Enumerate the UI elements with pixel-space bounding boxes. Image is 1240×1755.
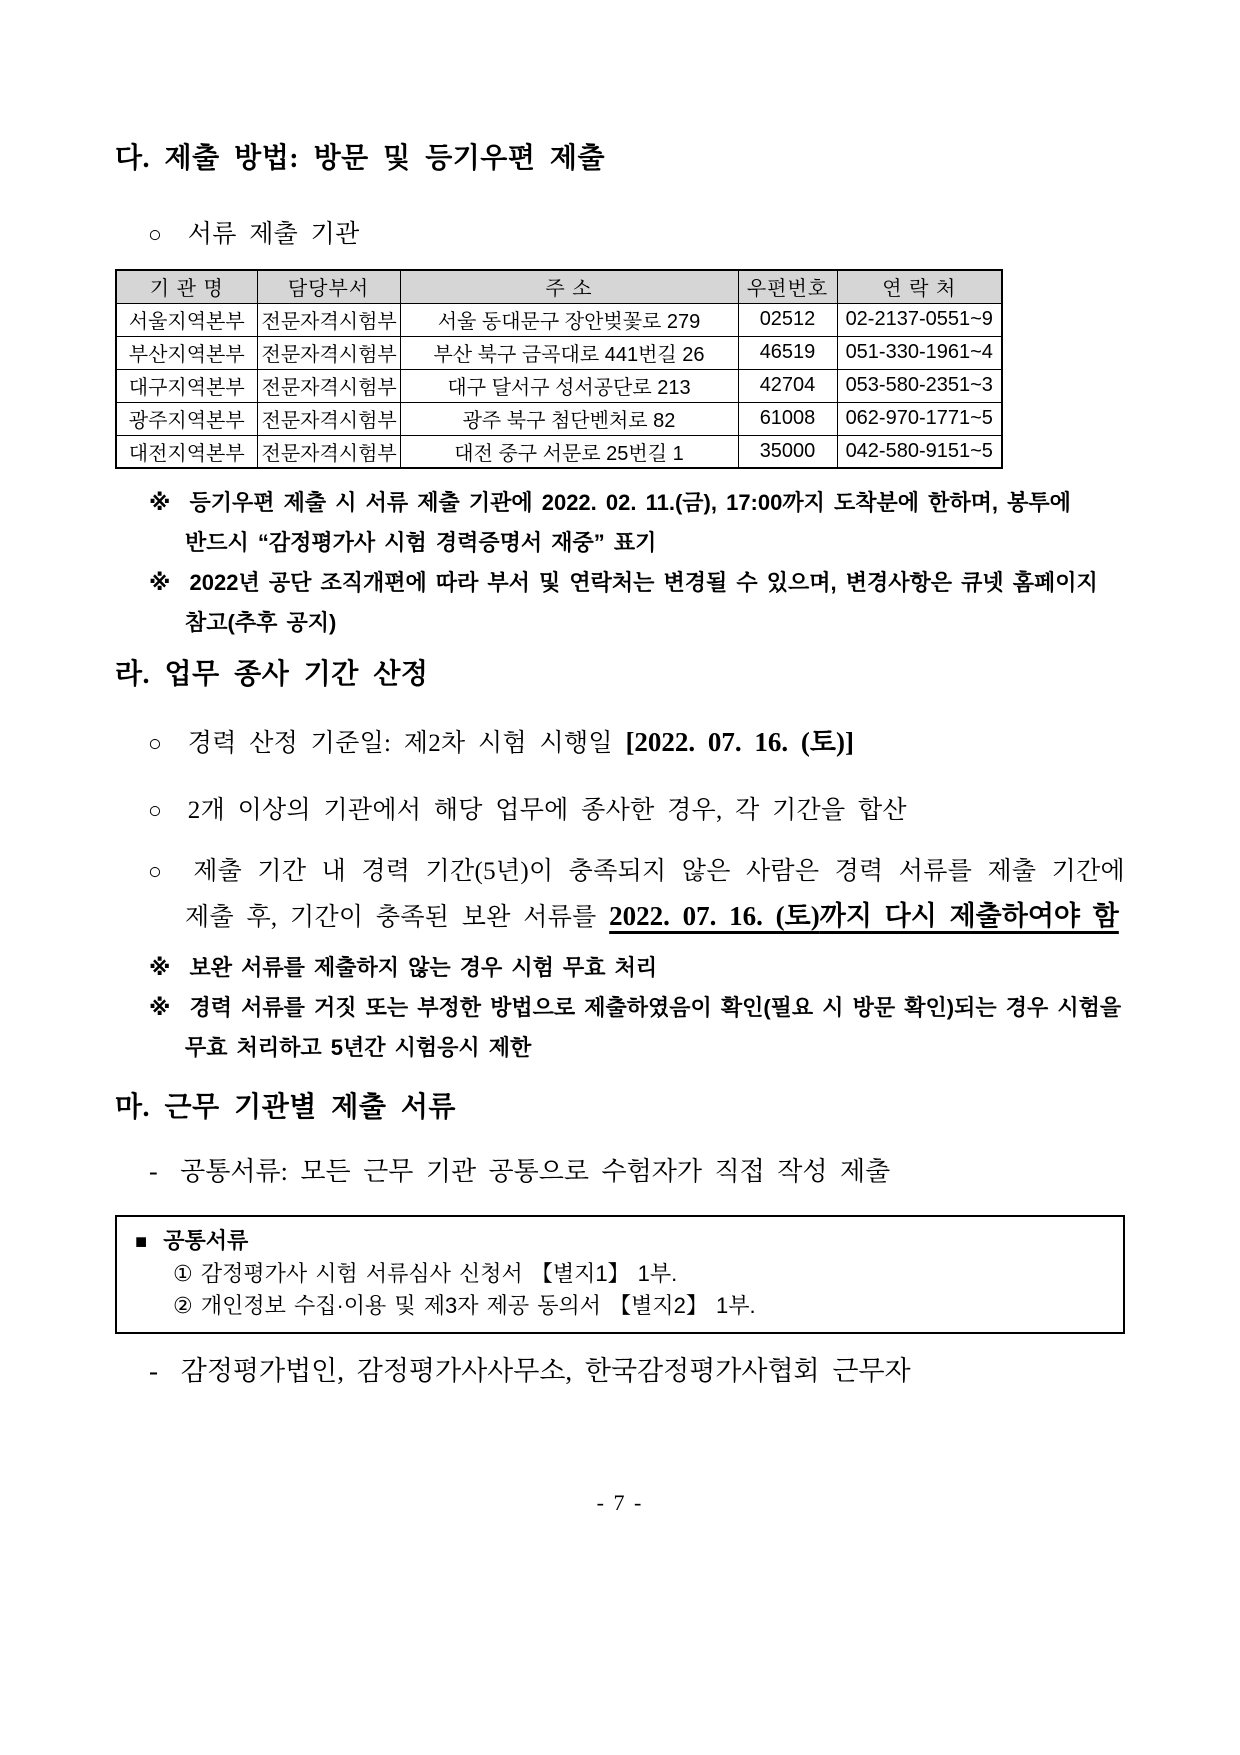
bullet-text: 서류 제출 기관 — [187, 221, 360, 248]
square-bullet-icon: ■ — [135, 1231, 148, 1253]
note-false-documents — [115, 988, 1125, 1068]
ra-item-supplementary-docs — [115, 849, 1125, 940]
table-row — [116, 303, 1002, 336]
section-ma-heading: 마. 근무 기관별 제출 서류 — [115, 1092, 456, 1123]
cell-zip: 42704 — [738, 369, 837, 402]
cell-dept: 전문자격시험부 — [257, 303, 400, 336]
submission-agency-table — [115, 269, 1003, 469]
cell-agency: 서울지역본부 — [116, 303, 257, 336]
cell-zip: 61008 — [738, 402, 837, 435]
ra-item-base-date — [115, 720, 1125, 766]
reference-mark-icon: ※ — [149, 995, 171, 1020]
cell-dept: 전문자격시험부 — [257, 336, 400, 369]
dash-text: 감정평가법인, 감정평가사사무소, 한국감정평가사협회 근무자 — [180, 1356, 911, 1386]
cell-zip: 35000 — [738, 435, 837, 468]
note-reorganization — [115, 563, 1125, 643]
col-header-zip: 우편번호 — [738, 270, 837, 303]
section-ra-notes — [115, 948, 1125, 1068]
note-invalid-exam — [115, 948, 1125, 988]
circle-bullet-icon: ○ — [148, 859, 165, 884]
note-text: 보완 서류를 제출하지 않는 경우 시험 무효 처리 — [189, 955, 658, 980]
col-header-agency: 기 관 명 — [116, 270, 257, 303]
table-row — [116, 336, 1002, 369]
circle-bullet-icon: ○ — [148, 731, 163, 756]
cell-tel: 042-580-9151~5 — [837, 435, 1002, 468]
cell-tel: 062-970-1771~5 — [837, 402, 1002, 435]
section-ra-heading: 라. 업무 종사 기간 산정 — [115, 659, 429, 690]
cell-tel: 02-2137-0551~9 — [837, 303, 1002, 336]
cell-address: 부산 북구 금곡대로 441번길 26 — [400, 336, 738, 369]
ma-common-docs-line — [115, 1155, 1125, 1189]
reference-mark-icon: ※ — [149, 490, 171, 515]
cell-address: 광주 북구 첨단벤처로 82 — [400, 402, 738, 435]
cell-address: 대전 중구 서문로 25번길 1 — [400, 435, 738, 468]
item-text: 제출 기간 내 경력 기간(5년)이 충족되지 않은 사람은 경력 서류를 제출 기간에 제출 후, 기간이 충족된 보완 서류를 — [185, 858, 1125, 931]
cell-zip: 02512 — [738, 303, 837, 336]
cell-agency: 대전지역본부 — [116, 435, 257, 468]
circle-bullet-icon: ○ — [148, 798, 163, 823]
cell-dept: 전문자격시험부 — [257, 369, 400, 402]
note-text: 2022년 공단 조직개편에 따라 부서 및 연락처는 변경될 수 있으며, 변경사항은 큐넷 홈페이지 참고(추후 공지) — [185, 570, 1098, 635]
cell-zip: 46519 — [738, 336, 837, 369]
dash-bullet-icon: - — [149, 1157, 158, 1186]
cell-agency: 광주지역본부 — [116, 402, 257, 435]
common-documents-box — [115, 1215, 1125, 1334]
circle-bullet-icon: ○ — [148, 222, 163, 247]
page-number: - 7 - — [596, 1490, 644, 1515]
table-row — [116, 369, 1002, 402]
cell-dept: 전문자격시험부 — [257, 435, 400, 468]
exam-date-emphasis: [2022. 07. 16. (토)] — [625, 727, 854, 757]
reference-mark-icon: ※ — [149, 955, 171, 980]
col-header-dept: 담당부서 — [257, 270, 400, 303]
cell-address: 대구 달서구 성서공단로 213 — [400, 369, 738, 402]
dash-bullet-icon: - — [149, 1356, 158, 1386]
cell-agency: 대구지역본부 — [116, 369, 257, 402]
section-da-notes — [115, 483, 1125, 643]
section-da-bullet — [115, 212, 1125, 257]
section-da-heading: 다. 제출 방법: 방문 및 등기우편 제출 — [115, 143, 605, 174]
cell-tel: 053-580-2351~3 — [837, 369, 1002, 402]
ra-item-multiple-agencies — [115, 788, 1125, 833]
note-text: 경력 서류를 거짓 또는 부정한 방법으로 제출하였음이 확인(필요 시 방문 확인)되는 경우 시험을 무효 처리하고 5년간 시험응시 제한 — [185, 995, 1122, 1060]
table-row — [116, 402, 1002, 435]
col-header-tel: 연 락 처 — [837, 270, 1002, 303]
cell-address: 서울 동대문구 장안벚꽃로 279 — [400, 303, 738, 336]
ma-worker-type-line — [115, 1354, 1125, 1388]
item-text: 2개 이상의 기관에서 해당 업무에 종사한 경우, 각 기간을 합산 — [187, 797, 907, 824]
table-header-row — [116, 270, 1002, 303]
item-text: 경력 산정 기준일: 제2차 시험 시행일 — [187, 730, 613, 757]
cell-tel: 051-330-1961~4 — [837, 336, 1002, 369]
deadline-text-emphasis: 까지 다시 제출하여야 함 — [819, 901, 1119, 931]
note-text: 등기우편 제출 시 서류 제출 기관에 2022. 02. 11.(금), 17:00까지 도착분에 한하며, 봉투에 반드시 “감정평가사 시험 경력증명서 재중” 표기 — [185, 490, 1071, 555]
cell-agency: 부산지역본부 — [116, 336, 257, 369]
box-item-application: ① 감정평가사 시험 서류심사 신청서 【별지1】 1부. — [173, 1261, 678, 1286]
reference-mark-icon: ※ — [149, 570, 171, 595]
box-item-consent: ② 개인정보 수집·이용 및 제3자 제공 동의서 【별지2】 1부. — [173, 1293, 756, 1318]
dash-text: 공통서류: 모든 근무 기관 공통으로 수험자가 직접 작성 제출 — [180, 1157, 891, 1186]
box-title — [135, 1225, 1105, 1258]
col-header-address: 주 소 — [400, 270, 738, 303]
deadline-date-emphasis: 2022. 07. 16. (토) — [609, 901, 820, 931]
cell-dept: 전문자격시험부 — [257, 402, 400, 435]
note-registered-mail — [115, 483, 1125, 563]
box-title-text: 공통서류 — [163, 1228, 249, 1253]
table-row — [116, 435, 1002, 468]
